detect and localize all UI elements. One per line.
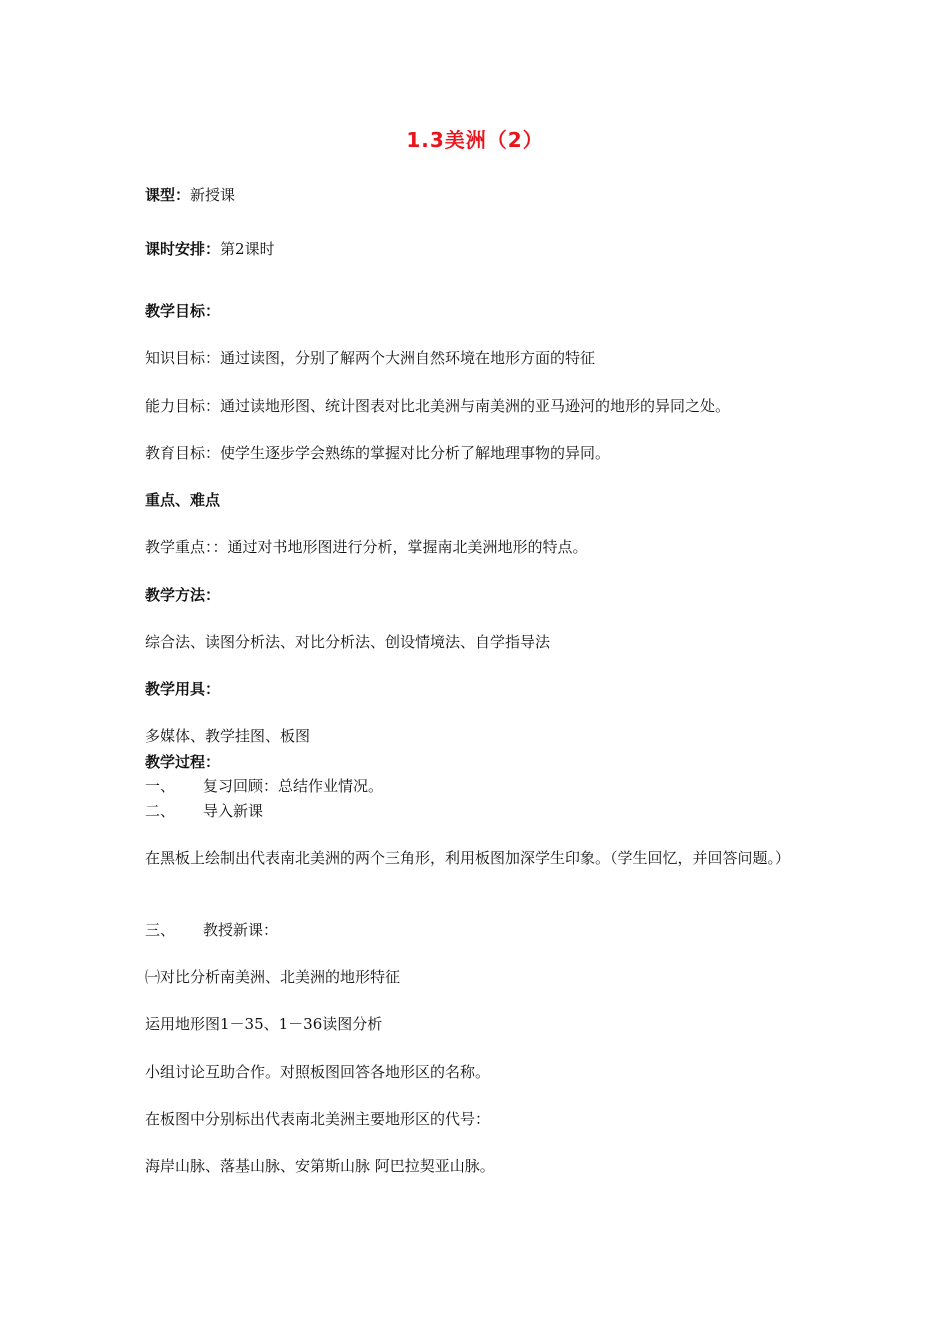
paragraph-group-discussion: 小组讨论互助合作。对照板图回答各地形区的名称。 [145,1063,491,1081]
lesson-type-label: 课型 [145,186,176,204]
lesson-type-value: 新授课 [190,186,236,204]
step-number: 三、 [145,921,176,939]
step-text: 复习回顾：总结作业情况。 [203,777,384,795]
key-points-text: 教学重点：：通过对书地形图进行分析，掌握南北美洲地形的特点。 [145,538,588,556]
schedule-label: 课时安排 [145,240,206,258]
process-step-3 [145,920,278,940]
tools-text: 多媒体、教学挂图、板图 [145,727,311,745]
paragraph-mountain-ranges: 海岸山脉、落基山脉、安第斯山脉 阿巴拉契亚山脉。 [145,1157,495,1175]
subsection-heading: ㈠对比分析南美洲、北美洲的地形特征 [145,968,401,986]
process-heading: 教学过程： [145,753,221,771]
goal-education: 教育目标：使学生逐步学会熟练的掌握对比分析了解地理事物的异同。 [145,444,611,462]
tools-heading: 教学用具： [145,680,221,698]
page-title: 1.3美洲（2） [406,128,544,152]
schedule-value: 第2课时 [220,240,275,258]
step-text: 教授新课： [203,921,279,939]
process-step-1 [145,776,383,796]
process-step-2 [145,801,263,821]
goals-heading: 教学目标： [145,302,221,320]
schedule: 课时安排：第2课时 [145,240,275,258]
intro-paragraph: 在黑板上绘制出代表南北美洲的两个三角形，利用板图加深学生印象。（学生回忆，并回答问题。） [145,849,791,867]
key-points-heading: 重点、难点 [145,491,221,509]
goal-knowledge: 知识目标：通过读图，分别了解两个大洲自然环境在地形方面的特征 [145,349,596,367]
step-text: 导入新课 [203,802,264,820]
step-number: 二、 [145,802,176,820]
lesson-type: 课型：新授课 [145,186,236,204]
paragraph-mark-regions: 在板图中分别标出代表南北美洲主要地形区的代号： [145,1110,491,1128]
paragraph-map-analysis: 运用地形图1－35、1－36读图分析 [145,1015,383,1033]
step-number: 一、 [145,777,176,795]
goal-ability: 能力目标：通过读地形图、统计图表对比北美洲与南美洲的亚马逊河的地形的异同之处。 [145,397,731,415]
methods-text: 综合法、读图分析法、对比分析法、创设情境法、自学指导法 [145,633,551,651]
methods-heading: 教学方法： [145,586,221,604]
